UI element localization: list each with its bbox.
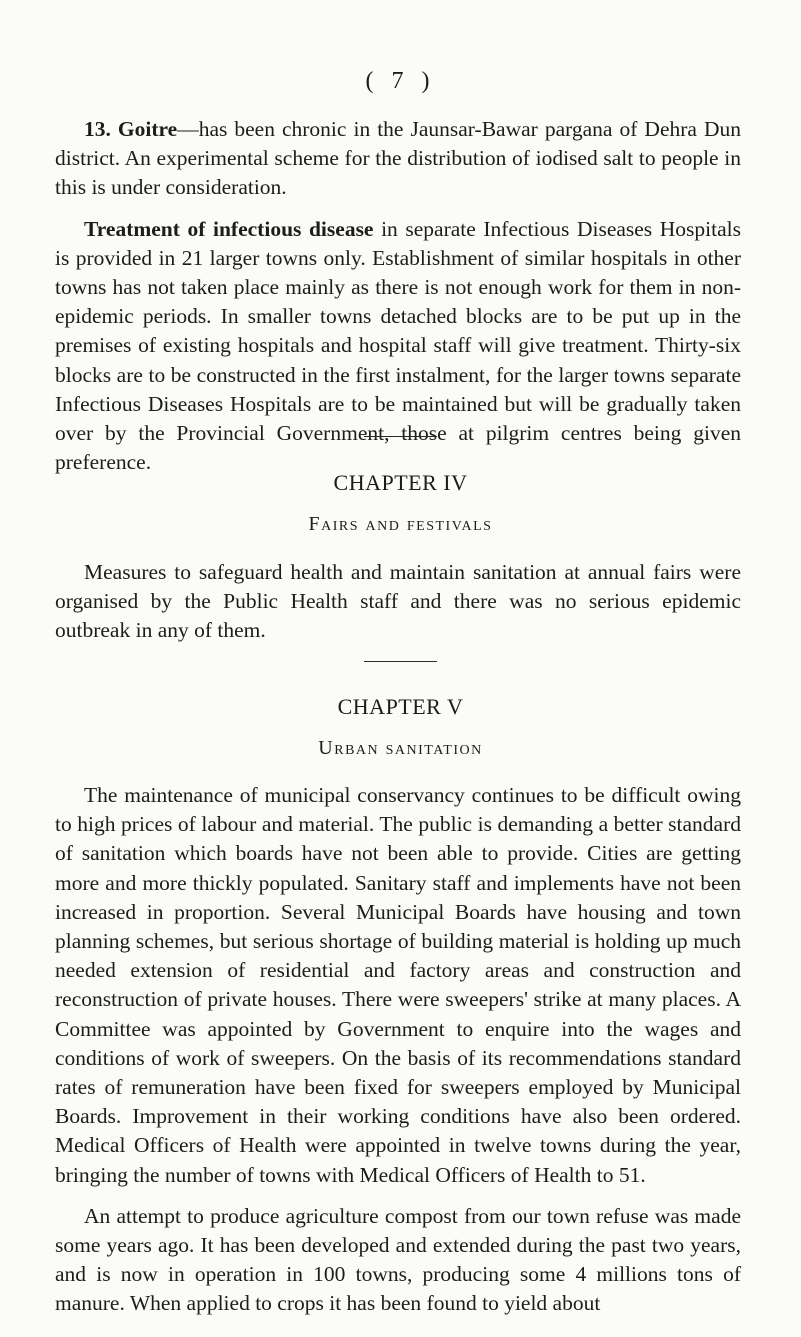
goitre-paragraph bbox=[55, 115, 741, 203]
treatment-lead: Treatment of infectious disease bbox=[84, 216, 374, 241]
treatment-paragraph bbox=[55, 215, 741, 478]
goitre-lead: 13. Goitre bbox=[84, 117, 178, 141]
fairs-paragraph: Measures to safeguard health and maintain sanitation at annual fairs were organised by the Public Health staff and there was no serious epidemic outbreak in any of them. bbox=[55, 560, 741, 643]
goitre-text: —has been chronic in the Jaunsar-Bawar pargana of Dehra Dun district. An experimental scheme for the distribution of iodised salt to people in this is under consideration. bbox=[55, 117, 741, 200]
section-divider-2 bbox=[364, 661, 437, 662]
chapter-iv-subtitle: Fairs and festivals bbox=[308, 513, 493, 535]
chapter-iv-heading: CHAPTER IV bbox=[333, 470, 468, 495]
compost-paragraph: An attempt to produce agriculture compost from our town refuse was made some years ago. It has been developed and extended during the past two years, and is now in operation in 100 towns, producing some 4 millions tons of manure. When applied to crops it has been found to yield about bbox=[55, 1203, 741, 1316]
chapter-v-heading: CHAPTER V bbox=[337, 694, 464, 719]
chapter-v-body bbox=[55, 781, 741, 1319]
intro-section bbox=[55, 115, 741, 477]
page-number: ( 7 ) bbox=[365, 68, 436, 94]
conservancy-paragraph: The maintenance of municipal conservancy continues to be difficult owing to high prices of labour and material. The public is demanding a better standard of sanitation which boards have not been able to provide. Cities are getting more and more thickly populated. Sanitary staff and implements have not been increased in proportion. Several Municipal Boards have housing and town planning schemes, but serious shortage of building material is holding up much needed extension of residential and factory areas and construction and reconstruction of private houses. There were sweepers' strike at many places. A Committee was appointed by Government to enquire into the wages and conditions of work of sweepers. On the basis of its recommendations standard rates of remuneration have been fixed for sweepers employed by Municipal Boards. Improvement in their working conditions have also been ordered. Medical Officers of Health were appointed in twelve towns during the year, bringing the number of towns with Medical Officers of Health to 51. bbox=[55, 783, 741, 1187]
chapter-v-subtitle: Urban sanitation bbox=[318, 737, 483, 759]
treatment-text: in separate Infectious Diseases Hospitals is provided in 21 larger towns only. Establishment of similar hospitals in other towns has not taken place mainly as there is not enough work for them in non-epidemic periods. In smaller towns detached blocks are to be put up in the premises of existing hospitals and hospital staff will give treatment. Thirty-six blocks are to be constructed in the first instalment, for the larger towns separate Infectious Diseases Hospitals are to be maintained but will be gradually taken over by the Provincial Government, those at pilgrim centres being given preference. bbox=[55, 216, 741, 475]
section-divider-1 bbox=[364, 436, 437, 437]
chapter-iv-body bbox=[55, 558, 741, 646]
